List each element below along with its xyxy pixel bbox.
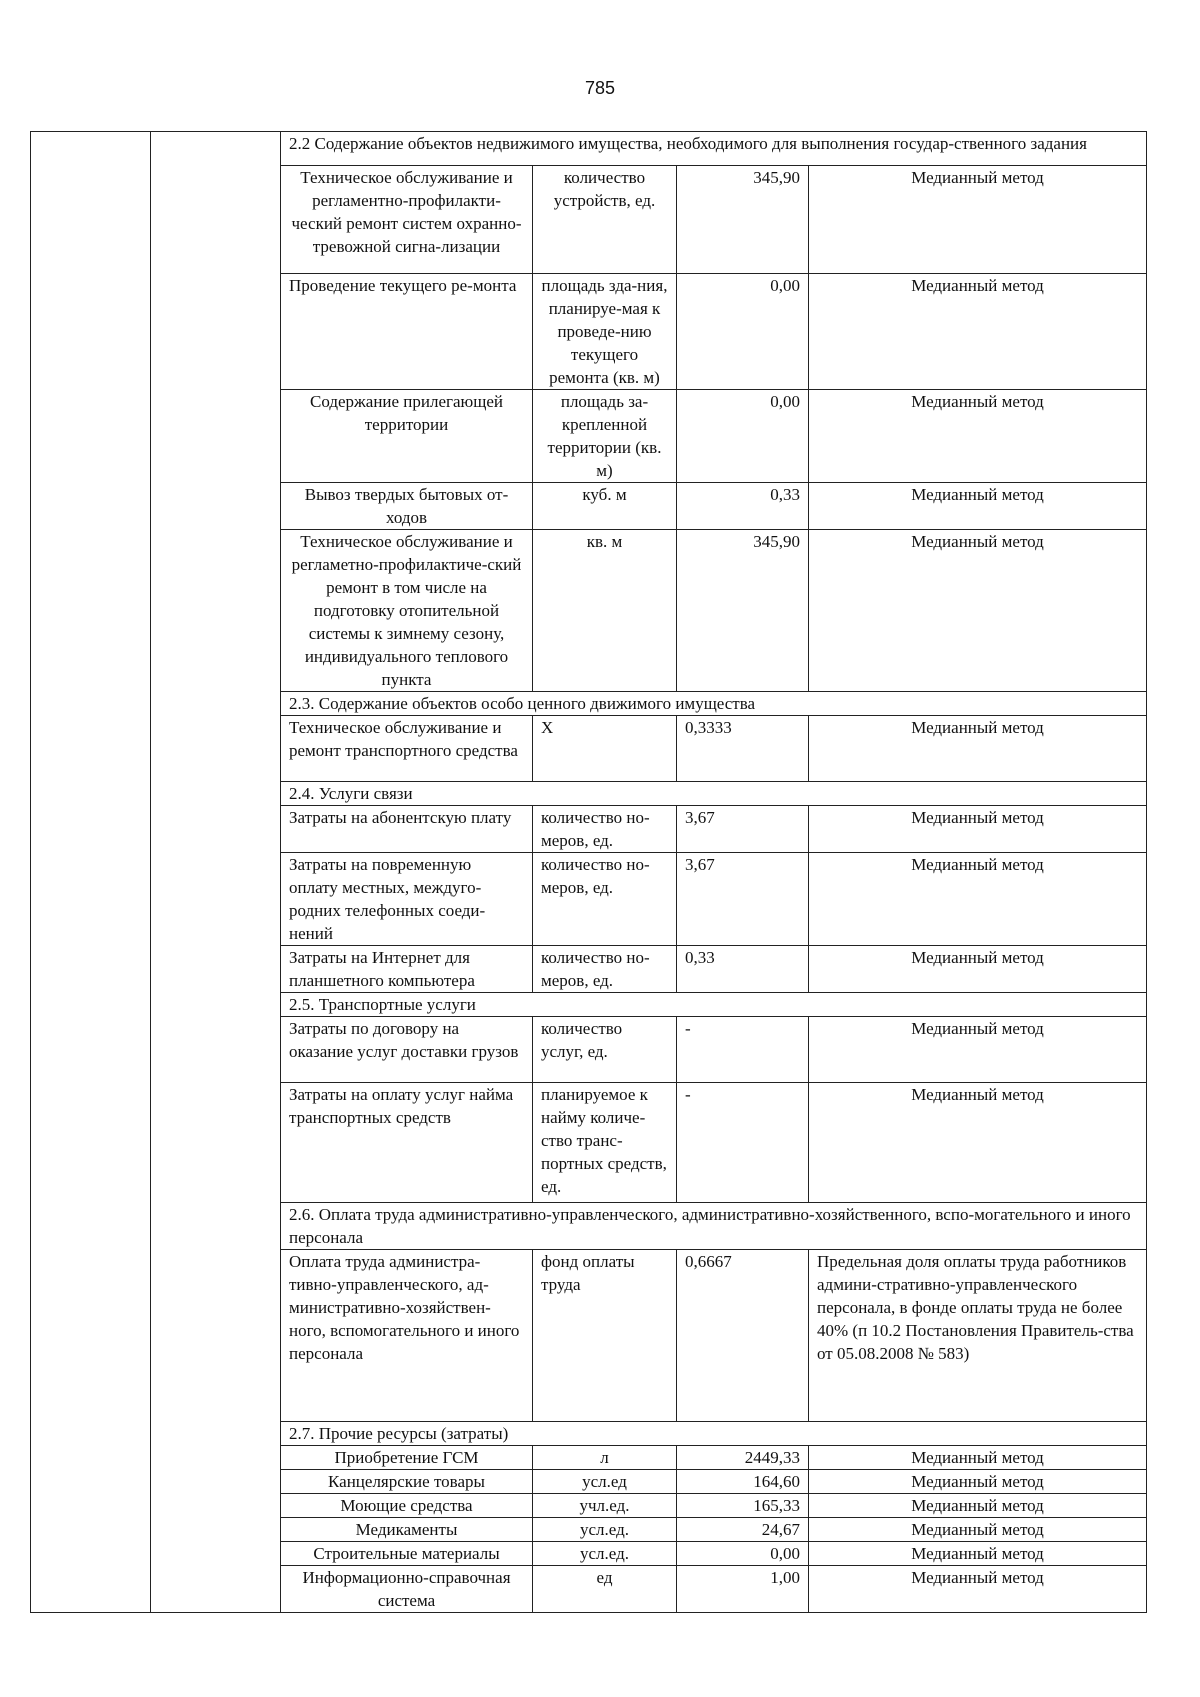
row-value: 0,00 — [677, 274, 809, 390]
row-name: Моющие средства — [281, 1494, 533, 1518]
row-method: Медианный метод — [809, 716, 1147, 782]
row-name: Техническое обслуживание и ремонт транспортного средства — [281, 716, 533, 782]
row-unit: площадь за-крепленной территории (кв. м) — [533, 390, 677, 483]
row-method: Медианный метод — [809, 274, 1147, 390]
row-value: 2449,33 — [677, 1446, 809, 1470]
section-title: 2.2 Содержание объектов недвижимого имущества, необходимого для выполнения государ-ственного задания — [281, 132, 1147, 166]
row-name: Канцелярские товары — [281, 1470, 533, 1494]
row-value: 164,60 — [677, 1470, 809, 1494]
row-value: 0,3333 — [677, 716, 809, 782]
row-value: 0,33 — [677, 483, 809, 530]
row-value: 3,67 — [677, 806, 809, 853]
row-unit: куб. м — [533, 483, 677, 530]
row-method: Медианный метод — [809, 1446, 1147, 1470]
row-value: 0,6667 — [677, 1250, 809, 1422]
row-method: Медианный метод — [809, 483, 1147, 530]
row-name: Затраты на повременную оплату местных, междуго-родних телефонных соеди-нений — [281, 853, 533, 946]
row-unit: фонд оплаты труда — [533, 1250, 677, 1422]
row-name: Приобретение ГСМ — [281, 1446, 533, 1470]
row-value: 1,00 — [677, 1566, 809, 1613]
row-name: Техническое обслуживание и регламентно-профилакти-ческий ремонт систем охранно-тревожной сигна-лизации — [281, 166, 533, 274]
row-name: Затраты на Интернет для планшетного компьютера — [281, 946, 533, 993]
row-method: Медианный метод — [809, 806, 1147, 853]
row-name: Затраты на оплату услуг найма транспортных средств — [281, 1083, 533, 1203]
row-unit: л — [533, 1446, 677, 1470]
row-method: Медианный метод — [809, 853, 1147, 946]
row-value: 24,67 — [677, 1518, 809, 1542]
row-value: 165,33 — [677, 1494, 809, 1518]
row-value: 0,00 — [677, 1542, 809, 1566]
row-value: 345,90 — [677, 166, 809, 274]
row-unit: количество услуг, ед. — [533, 1017, 677, 1083]
row-name: Проведение текущего ре-монта — [281, 274, 533, 390]
row-value: - — [677, 1083, 809, 1203]
row-method: Медианный метод — [809, 390, 1147, 483]
row-unit: ед — [533, 1566, 677, 1613]
page-number: 785 — [584, 78, 616, 98]
row-method: Медианный метод — [809, 1017, 1147, 1083]
blank-column-1 — [31, 132, 151, 1613]
row-name: Строительные материалы — [281, 1542, 533, 1566]
row-name: Медикаменты — [281, 1518, 533, 1542]
row-name: Информационно-справочная система — [281, 1566, 533, 1613]
row-method: Предельная доля оплаты труда работников админи-стративно-управленческого персонала, в фонде оплаты труда не более 40% (п 10.2 Постановления Правитель-ства от 05.08.2008 № 583) — [809, 1250, 1147, 1422]
row-method: Медианный метод — [809, 1494, 1147, 1518]
row-value: 0,00 — [677, 390, 809, 483]
row-unit: количество устройств, ед. — [533, 166, 677, 274]
section-title: 2.3. Содержание объектов особо ценного движимого имущества — [281, 692, 1147, 716]
section-title: 2.6. Оплата труда административно-управленческого, административно-хозяйственного, вспо-могательного и иного персонала — [281, 1203, 1147, 1250]
row-method: Медианный метод — [809, 1542, 1147, 1566]
row-unit: усл.ед. — [533, 1542, 677, 1566]
row-value: 0,33 — [677, 946, 809, 993]
section-row — [31, 132, 1147, 166]
row-unit: Х — [533, 716, 677, 782]
row-method: Медианный метод — [809, 946, 1147, 993]
row-value: 3,67 — [677, 853, 809, 946]
row-unit: усл.ед — [533, 1470, 677, 1494]
row-value: - — [677, 1017, 809, 1083]
row-unit: количество но-меров, ед. — [533, 853, 677, 946]
row-name: Содержание прилегающей территории — [281, 390, 533, 483]
row-method: Медианный метод — [809, 1470, 1147, 1494]
row-unit: количество но-меров, ед. — [533, 806, 677, 853]
row-unit: кв. м — [533, 530, 677, 692]
row-name: Вывоз твердых бытовых от-ходов — [281, 483, 533, 530]
row-name: Затраты на абонентскую плату — [281, 806, 533, 853]
section-title: 2.5. Транспортные услуги — [281, 993, 1147, 1017]
row-name: Техническое обслуживание и регламетно-профилактиче-ский ремонт в том числе на подготовку отопительной системы к зимнему сезону, индивидуального теплового пункта — [281, 530, 533, 692]
row-method: Медианный метод — [809, 1566, 1147, 1613]
row-method: Медианный метод — [809, 1518, 1147, 1542]
row-unit: планируемое к найму количе-ство транс-портных средств, ед. — [533, 1083, 677, 1203]
section-title: 2.4. Услуги связи — [281, 782, 1147, 806]
row-name: Затраты по договору на оказание услуг доставки грузов — [281, 1017, 533, 1083]
row-unit: учл.ед. — [533, 1494, 677, 1518]
row-method: Медианный метод — [809, 530, 1147, 692]
row-value: 345,90 — [677, 530, 809, 692]
row-unit: усл.ед. — [533, 1518, 677, 1542]
row-name: Оплата труда администра-тивно-управленческого, ад-министративно-хозяйствен-ного, вспомогательного и иного персонала — [281, 1250, 533, 1422]
section-title: 2.7. Прочие ресурсы (затраты) — [281, 1422, 1147, 1446]
row-method: Медианный метод — [809, 166, 1147, 274]
row-method: Медианный метод — [809, 1083, 1147, 1203]
norms-table — [30, 131, 1147, 1613]
row-unit: площадь зда-ния, планируе-мая к проведе-нию текущего ремонта (кв. м) — [533, 274, 677, 390]
row-unit: количество но-меров, ед. — [533, 946, 677, 993]
blank-column-2 — [151, 132, 281, 1613]
